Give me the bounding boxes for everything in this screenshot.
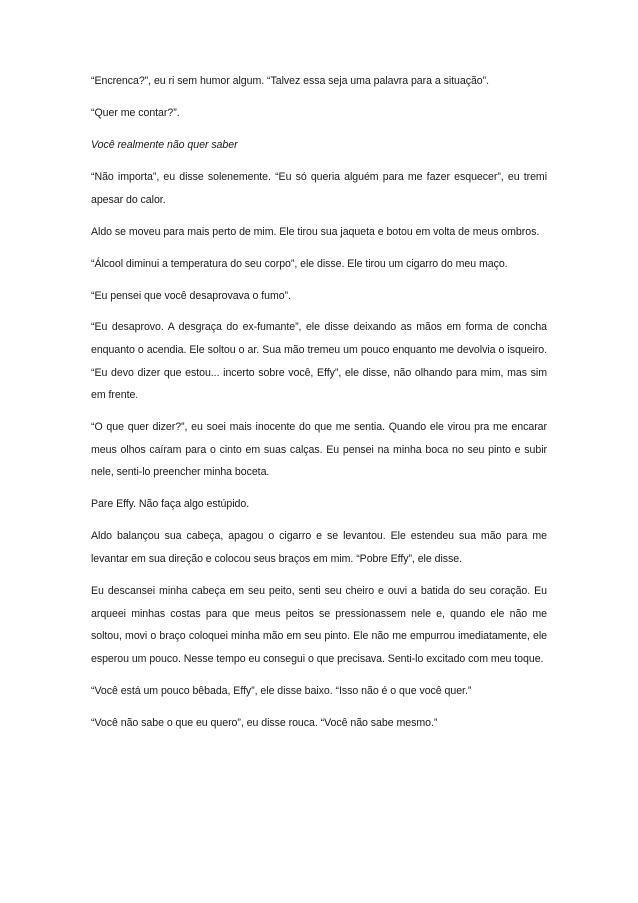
paragraph: “Quer me contar?”. (91, 106, 180, 119)
paragraph: “Você não sabe o que eu quero”, eu disse rouca. “Você não sabe mesmo.” (91, 716, 438, 729)
paragraph: Aldo balançou sua cabeça, apagou o cigarro e se levantou. Ele estendeu sua mão para me levantar em sua direção e colocou seus braços em mim. “Pobre Effy”, ele disse. (91, 530, 547, 565)
paragraph: “Eu desaprovo. A desgraça do ex-fumante”, ele disse deixando as mãos em forma de concha enquanto o acendia. Ele soltou o ar. Sua mão tremeu um pouco enquanto me devolvia o isqueiro. “Eu devo dizer que estou... incerto sobre você, Effy”, ele disse, não olhando para mim, mas sim em frente. (91, 321, 547, 402)
paragraph: “Você está um pouco bêbada, Effy”, ele disse baixo. “Isso não é o que você quer.” (91, 684, 472, 697)
paragraph-italic: Você realmente não quer saber (91, 138, 238, 151)
paragraph: “Eu pensei que você desaprovava o fumo”. (91, 289, 291, 302)
paragraph: Aldo se moveu para mais perto de mim. Ele tirou sua jaqueta e botou em volta de meus ombros. (91, 225, 540, 238)
paragraph: “Álcool diminui a temperatura do seu corpo”, ele disse. Ele tirou um cigarro do meu maço. (91, 257, 508, 270)
paragraph: “O que quer dizer?”, eu soei mais inocente do que me sentia. Quando ele virou pra me encarar meus olhos caíram para o cinto em suas calças. Eu pensei na minha boca no seu pinto e subir nele, senti-lo preencher minha boceta. (91, 421, 547, 479)
document-page (91, 70, 547, 744)
paragraph: Pare Effy. Não faça algo estúpido. (91, 498, 250, 511)
paragraph: Eu descansei minha cabeça em seu peito, senti seu cheiro e ouvi a batida do seu coração. Eu arqueei minhas costas para que meus peitos se pressionassem nele e, quando ele não me soltou, movi o braço coloquei minha mão em seu pinto. Ele não me empurrou imediatamente, ele esperou um pouco. Nesse tempo eu consegui o que precisava. Senti-lo excitado com meu toque. (91, 584, 547, 665)
paragraph: “Encrenca?”, eu ri sem humor algum. “Talvez essa seja uma palavra para a situação”. (91, 75, 490, 87)
paragraph: “Não importa”, eu disse solenemente. “Eu só queria alguém para me fazer esquecer”, eu tremi apesar do calor. (91, 170, 547, 206)
